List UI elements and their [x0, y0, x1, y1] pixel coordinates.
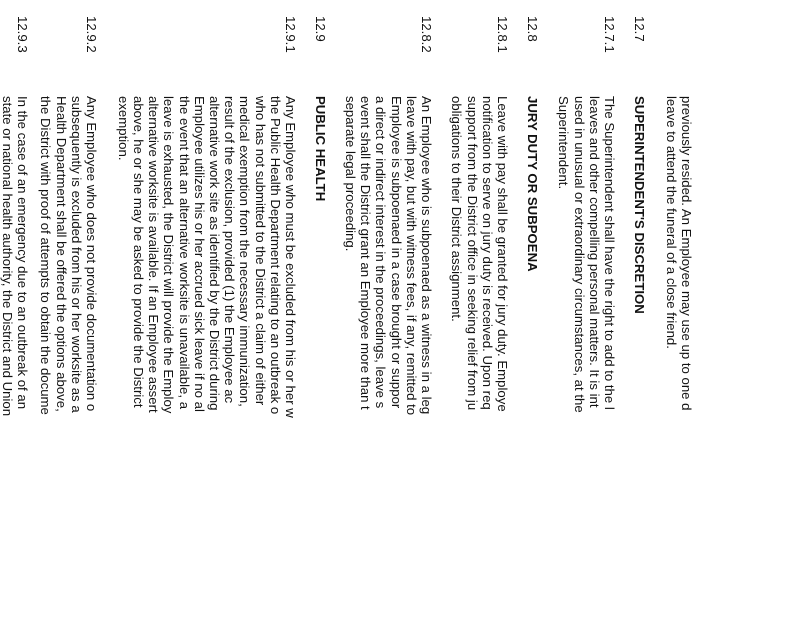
text-line: Employee utilizes his or her accrued sick leave if no al [191, 96, 207, 412]
section-number-12-7: 12.7 [632, 16, 647, 42]
section-number-12-9: 12.9 [313, 16, 328, 42]
section-heading-public-health: PUBLIC HEALTH [313, 96, 328, 202]
text-line: notification to serve on jury duty is received. Upon req [479, 96, 495, 410]
text-line: In the case of an emergency due to an outbreak of an [15, 96, 30, 410]
paragraph-12-9-3 [0, 96, 30, 416]
text-line: Any Employee who does not provide documentation o [84, 96, 99, 412]
text-line: Superintendent. [556, 96, 572, 190]
text-line: exemption. [115, 96, 131, 161]
section-number-12-9-1: 12.9.1 [283, 16, 298, 53]
text-line: subsequently is excluded from his or her worksite as a [68, 96, 84, 413]
text-line: leave with pay, but with witness fees, if any, remitted to [403, 96, 419, 416]
paragraph-12-9-1-lines [116, 96, 298, 418]
section-heading-superintendents-discretion: SUPERINTENDENT'S DISCRETION [632, 96, 647, 314]
section-number-12-8-1: 12.8.1 [495, 16, 510, 53]
text-line: the Public Health Department relating to an outbreak o [267, 96, 283, 415]
section-number-12-8-2: 12.8.2 [419, 16, 434, 53]
text-line: leave is exhausted, the District will provide the Employ [161, 96, 177, 414]
text-line: the District with proof of attempts to obtain the docume [38, 96, 54, 415]
text-line: support from the District office in seeking relief from ju [464, 96, 480, 411]
paragraph-12-9-1 [116, 96, 298, 418]
text-line: Any Employee who must be excluded from his or her w [283, 96, 298, 418]
section-number-12-9-3: 12.9.3 [15, 16, 30, 53]
paragraph-12-9-2 [38, 96, 99, 415]
text-line: used in unusual or extraordinary circumstances, at the [571, 96, 587, 413]
paragraph-12-8-1-lines [449, 96, 510, 412]
paragraph-12-7-1 [556, 96, 617, 413]
paragraph-12-9-2-lines [38, 96, 99, 415]
section-number-12-8: 12.8 [525, 16, 540, 42]
text-line: leave to attend the funeral of a close friend. [663, 96, 679, 349]
text-line: previously resided. An Employee may use up to one d [679, 96, 694, 411]
section-number-12-7-1: 12.7.1 [602, 16, 617, 53]
text-line: leaves and other compelling personal matters. It is int [586, 96, 602, 408]
text-line: alternative worksite is available. If an Employee assert [146, 96, 162, 413]
section-number-12-9-2: 12.9.2 [84, 16, 99, 53]
text-line: state or national health authority, the District and Union [0, 96, 15, 417]
text-line: Leave with pay shall be granted for jury duty. Employe [495, 96, 510, 412]
text-line: obligations to their District assignment. [449, 96, 465, 322]
text-line: alternative work site as identified by the District during [206, 96, 222, 411]
text-line: above, he or she may be asked to provide the District [130, 96, 146, 408]
text-line: who has not submitted to the District a claim of either [252, 96, 268, 406]
text-line: the event that an alternative worksite is unavailable, a [176, 96, 192, 410]
text-line: Health Department shall be offered the options above, [53, 96, 69, 412]
text-line: An Employee who is subpoenaed as a witness in a leg [419, 96, 434, 415]
text-line: result of the exclusion, provided (1) the Employee ac [222, 96, 238, 404]
paragraph-12-8-2-lines [343, 96, 434, 415]
text-line: separate legal proceeding. [342, 96, 358, 252]
text-line: Employee is subpoenaed in a case brought or suppor [388, 96, 404, 409]
intro-lines [664, 96, 694, 410]
text-line: event shall the District grant an Employee more than t [358, 96, 374, 410]
paragraph-12-8-2 [343, 96, 434, 415]
intro-paragraph [664, 96, 694, 410]
paragraph-12-7-1-lines [556, 96, 617, 413]
text-line: medical exemption from the necessary immunization, [237, 96, 253, 407]
section-heading-jury-duty: JURY DUTY OR SUBPOENA [525, 96, 540, 272]
paragraph-12-9-3-lines [0, 96, 30, 416]
paragraph-12-8-1 [449, 96, 510, 412]
text-line: a direct or indirect interest in the proceedings, leave s [373, 96, 389, 409]
text-line: The Superintendent shall have the right to add to the l [602, 96, 617, 410]
